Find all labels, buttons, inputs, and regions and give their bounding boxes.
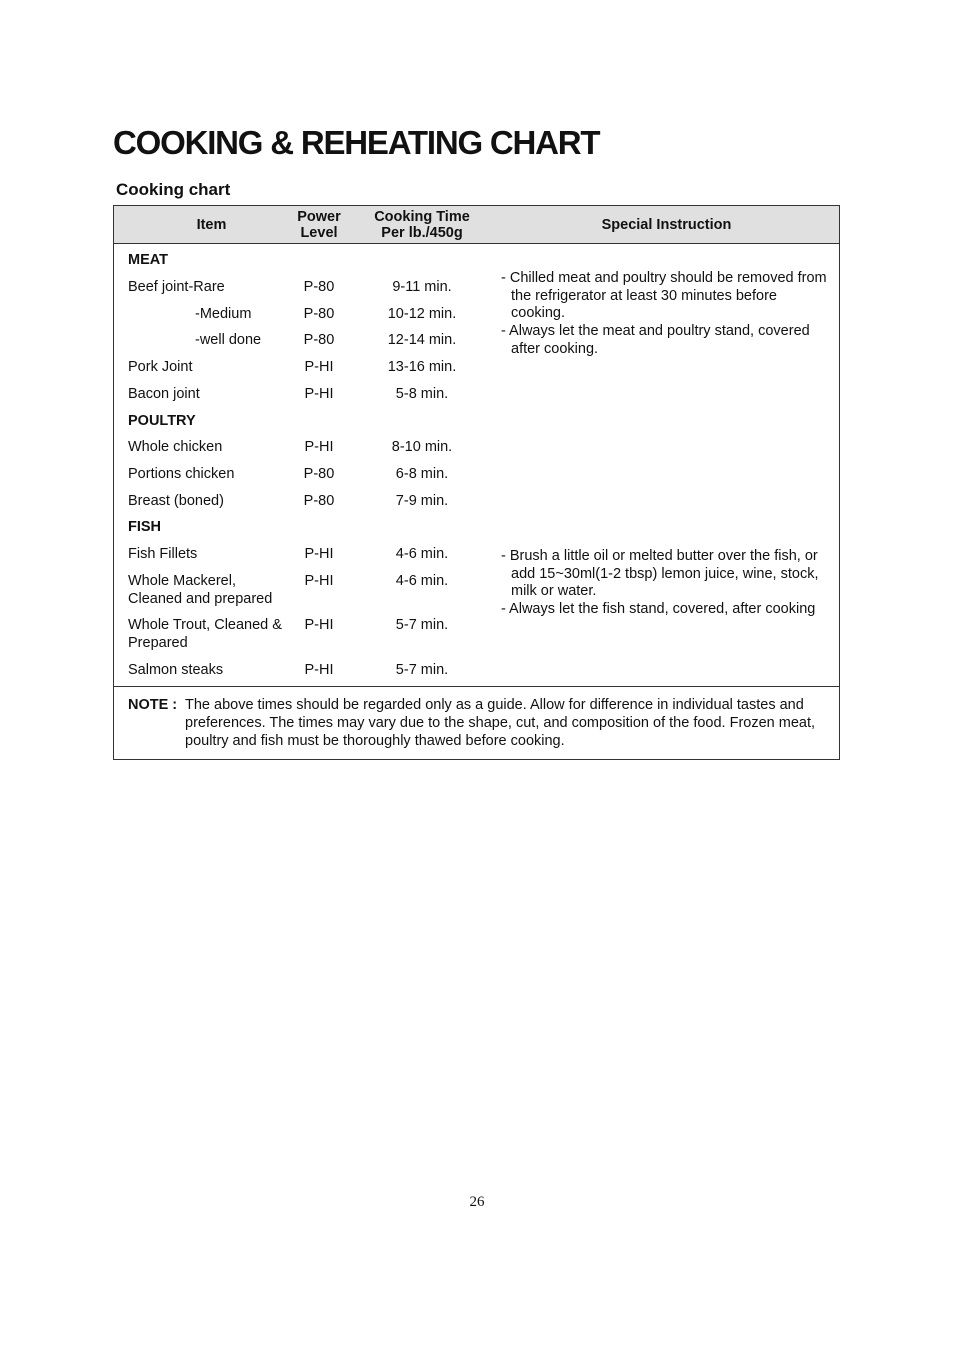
table-row-power: P-HI [304,546,334,562]
table-row-time: 10-12 min. [387,306,457,322]
header-cooking-time: Cooking Time Per lb./450g [374,208,470,241]
table-row-item: Bacon joint [128,386,200,402]
instruction-text: - Chilled meat and poultry should be removed from the refrigerator at least 30 minutes before cooking. [501,270,827,322]
category-poultry: POULTRY [128,413,196,429]
table-row-power: P-80 [303,332,335,348]
table-row-item: Beef joint-Rare [128,279,225,295]
table-row-time: 9-11 min. [392,279,452,295]
instructions-meat-poultry [501,270,831,359]
section-title: Cooking chart [116,180,231,199]
table-row-time: 4-6 min. [395,573,449,589]
note-label: NOTE : [128,697,178,713]
table-row-power: P-HI [304,662,334,678]
table-row-time: 4-6 min. [395,546,449,562]
category-fish: FISH [128,519,162,535]
table-row-time: 8-10 min. [391,439,453,455]
table-row-time: 13-16 min. [387,359,457,375]
instruction-text: - Always let the meat and poultry stand, covered after cooking. [501,323,810,357]
table-row-item: -well done [195,332,262,348]
table-row-item: Breast (boned) [128,493,224,509]
table-row-power: P-HI [304,439,334,455]
table-row-time: 12-14 min. [387,332,457,348]
page-number: 26 [469,1194,485,1210]
page-title: COOKING & REHEATING CHART [113,124,600,161]
table-row-time: 6-8 min. [395,466,449,482]
table-row-item: Salmon steaks [128,662,224,678]
table-row-item: Pork Joint [128,359,193,375]
header-special-instruction: Special Instruction [601,216,732,233]
table-row-power: P-80 [303,279,335,295]
table-row-power: P-HI [304,359,334,375]
header-power-level: Power Level [297,208,341,241]
table-row-item: Whole chicken [128,439,223,455]
table-row-power: P-80 [303,306,335,322]
table-row-power: P-80 [303,493,335,509]
category-meat: MEAT [128,252,169,268]
instruction-text: - Brush a little oil or melted butter over the fish, or add 15~30ml(1-2 tbsp) lemon juice, wine, stock, milk or water. [501,548,819,600]
table-row-time: 5-7 min. [395,617,449,633]
cooking-chart-table [113,205,840,760]
table-row-time: 7-9 min. [395,493,449,509]
header-item: Item [196,216,227,233]
table-row-time: 5-7 min. [395,662,449,678]
table-row-item: Whole Mackerel, Cleaned and prepared [128,573,273,607]
table-row-power: P-HI [304,386,334,402]
table-row-item: Portions chicken [128,466,235,482]
table-row-time: 5-8 min. [395,386,449,402]
instruction-text: - Always let the fish stand, covered, after cooking [501,601,816,618]
instructions-fish [501,548,831,619]
table-row-item: Whole Trout, Cleaned & Prepared [128,617,282,651]
table-header [114,206,839,244]
table-row-power: P-HI [304,573,334,589]
table-row-item: -Medium [195,306,252,322]
table-row-item: Fish Fillets [128,546,198,562]
table-row-power: P-80 [303,466,335,482]
note-text: The above times should be regarded only as a guide. Allow for difference in individual tastes and preferences. The times may vary due to the shape, cut, and composition of the food. Frozen meat, poultry and fish must be thoroughly thawed before cooking. [185,697,816,749]
note-divider [114,686,839,687]
table-row-power: P-HI [304,617,334,633]
